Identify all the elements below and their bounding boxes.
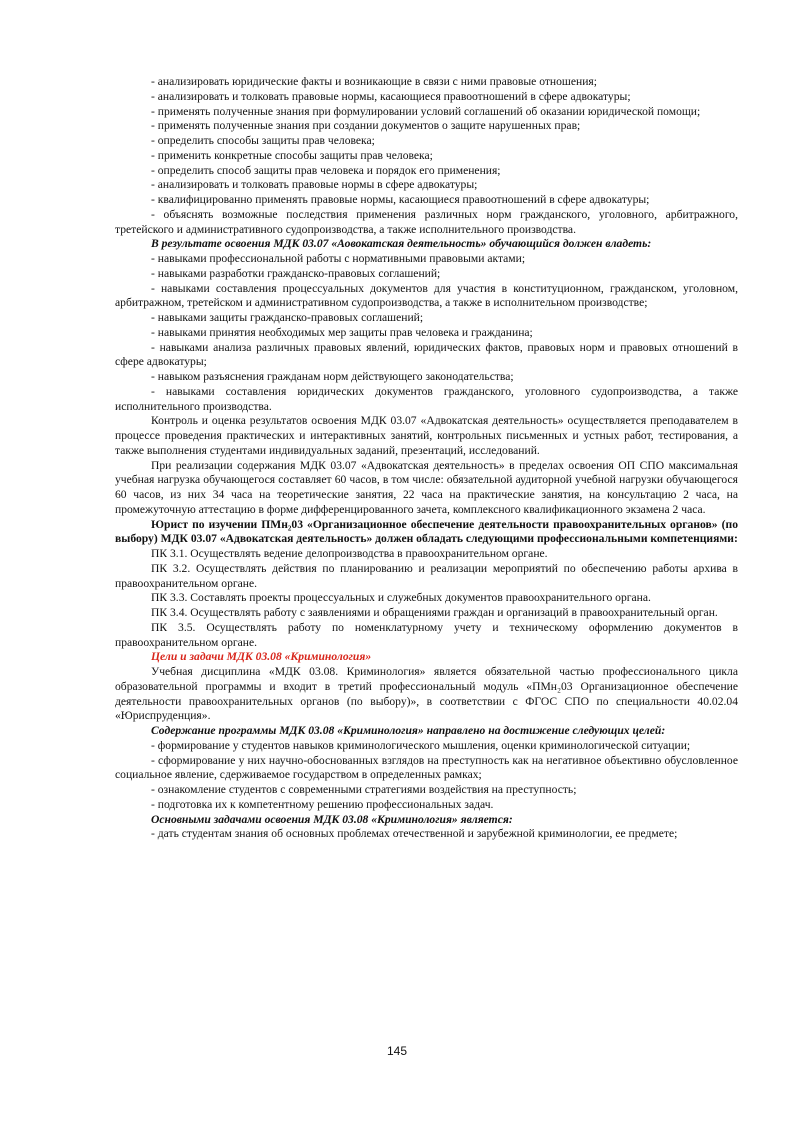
page-number: 145 xyxy=(386,1044,408,1058)
paragraph: - определить способы защиты прав человека; xyxy=(151,134,375,147)
paragraph: - формирование у студентов навыков криминологического мышления, оценки криминологической ситуации; xyxy=(151,738,691,752)
paragraph: Контроль и оценка результатов освоения МДК 03.07 «Адвокатская деятельность» осуществляется преподавателем в процессе проведения практических и интерактивных занятий, контрольных письменных и устных работ, тестирования, а также выполнения студентами индивидуальных заданий, презентаций, исследований. xyxy=(115,414,738,457)
paragraph: ПК 3.4. Осуществлять работу с заявлениями и обращениями граждан и организаций в правоохранительный орган. xyxy=(151,606,718,619)
section-heading: Основными задачами освоения МДК 03.08 «Криминология» является: xyxy=(151,812,513,826)
paragraph: - анализировать юридические факты и возникающие в связи с ними правовые отношения; xyxy=(151,75,597,88)
paragraph: - навыками профессиональной работы с нормативными правовыми актами; xyxy=(151,252,526,265)
paragraph: - навыками защиты гражданско-правовых соглашений; xyxy=(151,311,424,324)
section-heading: В результате освоения МДК 03.07 «Аовокатская деятельность» обучающийся должен владеть: xyxy=(151,237,652,251)
paragraph: - навыками составления юридических документов гражданского, уголовного судопроизводства, а также исполнительного производства. xyxy=(115,384,738,413)
paragraph: - навыками разработки гражданско-правовых соглашений; xyxy=(151,266,441,280)
document-body xyxy=(115,75,738,842)
paragraph: ПК 3.1. Осуществлять ведение делопроизводства в правоохранительном органе. xyxy=(151,547,548,560)
paragraph: - применять полученные знания при создании документов о защите нарушенных прав; xyxy=(151,119,581,133)
paragraph: Учебная дисциплина «МДК 03.08. Криминология» является обязательной частью профессионального цикла образовательной программы и входит в третий профессиональный модуль «ПМн₂03 Организационное обеспечение деятельности правоохранительных органов (по выбору)», в соответствии с ФГОС СПО по специальности 40.02.04 «Юриспруденция». xyxy=(115,665,738,723)
paragraph: - навыками составления процессуальных документов для участия в конституционном, гражданском, уголовном, арбитражном, третейском и административном судопроизводства, а также в исполнительном производстве; xyxy=(115,281,738,310)
paragraph: - подготовка их к компетентному решению профессиональных задач. xyxy=(151,797,494,811)
paragraph: - объяснять возможные последствия применения различных норм гражданского, уголовного, арбитражного, третейского и административного судопроизводства, а также исполнительного производства. xyxy=(115,207,738,236)
paragraph: - навыками принятия необходимых мер защиты прав человека и гражданина; xyxy=(151,325,533,339)
paragraph: ПК 3.2. Осуществлять действия по планированию и реализации мероприятий по обеспечению работы архива в правоохранительном органе. xyxy=(115,561,738,590)
paragraph: ПК 3.5. Осуществлять работу по номенклатурному учету и техническому оформлению документов в правоохранительном органе. xyxy=(115,620,738,649)
paragraph: При реализации содержания МДК 03.07 «Адвокатская деятельность» в пределах освоения ОП СПО максимальная учебная нагрузка обучающегося составляет 60 часов, в том числе: обязательной аудиторной учебной нагрузки обучающегося 60 часов, из них 34 часа на теоретические занятия, 22 часа на практические занятия, на консультацию 2 часа, на промежуточную аттестацию в форме дифференцированного зачета, комплексного квалификационного экзамена 2 часа. xyxy=(115,458,738,516)
paragraph: - применить конкретные способы защиты прав человека; xyxy=(151,148,433,162)
paragraph: - применять полученные знания при формулировании условий соглашений об оказании юридической помощи; xyxy=(151,104,701,118)
paragraph: ПК 3.3. Составлять проекты процессуальных и служебных документов правоохранительного органа. xyxy=(151,591,651,605)
paragraph: - определить способ защиты прав человека и порядок его применения; xyxy=(151,163,501,177)
paragraph: - анализировать и толковать правовые нормы в сфере адвокатуры; xyxy=(151,178,478,192)
paragraph: - сформирование у них научно-обоснованных взглядов на преступность как на негативное объективно обусловленное социальное явление, сдерживаемое государством в определенных рамках; xyxy=(115,753,738,782)
paragraph: - навыком разъяснения гражданам норм действующего законодательства; xyxy=(151,370,514,383)
paragraph: - навыками анализа различных правовых явлений, юридических фактов, правовых норм и правовых отношений в сфере адвокатуры; xyxy=(115,340,738,369)
paragraph: - ознакомление студентов с современными стратегиями воздействия на преступность; xyxy=(151,783,577,796)
paragraph: - дать студентам знания об основных проблемах отечественной и зарубежной криминологии, ее предмете; xyxy=(151,827,678,841)
section-heading-red: Цели и задачи МДК 03.08 «Криминология» xyxy=(151,650,372,664)
paragraph: - анализировать и толковать правовые нормы, касающиеся правоотношений в сфере адвокатуры; xyxy=(151,89,631,103)
competencies-heading: Юрист по изучении ПМн₂03 «Организационное обеспечение деятельности правоохранительных органов» (по выбору) МДК 03.07 «Адвокатская деятельность» должен обладать следующими профессиональными компетенциями: xyxy=(115,517,738,546)
paragraph: - квалифицированно применять правовые нормы, касающиеся правоотношений в сфере адвокатуры; xyxy=(151,193,650,206)
section-heading: Содержание программы МДК 03.08 «Криминология» направлено на достижение следующих целей: xyxy=(151,724,666,737)
